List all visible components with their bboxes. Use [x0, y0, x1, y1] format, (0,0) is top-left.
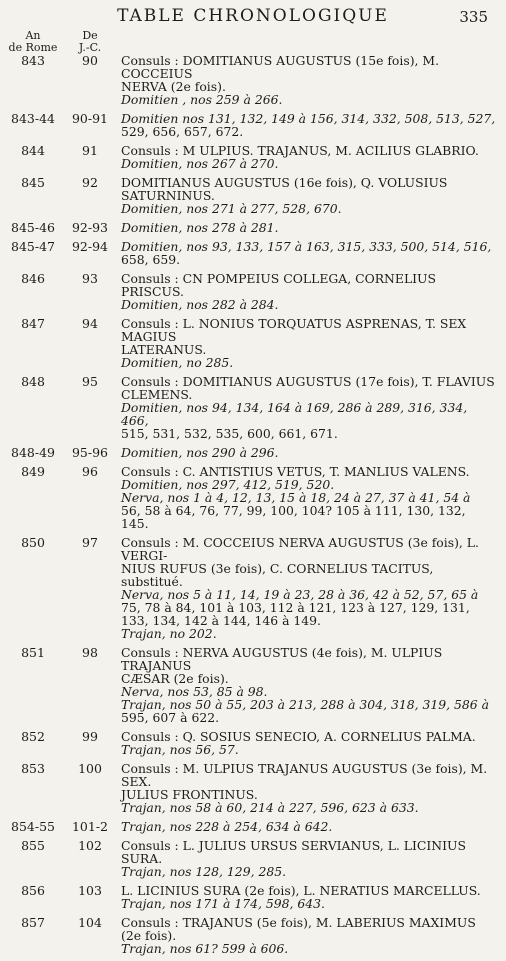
- entry-line: Domitien, nos 290 à 296.: [121, 445, 279, 460]
- year-rome: 852: [21, 729, 45, 744]
- entry-line: Consuls : NERVA AUGUSTUS (4e fois), M. ULPIUS TRAJANUS: [121, 645, 443, 673]
- entry-line: JULIUS FRONTINUS.: [121, 787, 258, 802]
- year-rome: 855: [21, 838, 45, 853]
- entry-line: CÆSAR (2e fois).: [121, 671, 229, 686]
- table-row: [0, 820, 506, 833]
- column-header-de-line: De: [82, 29, 98, 42]
- year-christ: 99: [82, 729, 98, 744]
- entry-text: [121, 536, 496, 640]
- entry-text: [121, 176, 496, 215]
- entry-line: L. LICINIUS SURA (2e fois), L. NERATIUS MARCELLUS.: [121, 883, 481, 898]
- year-christ: 97: [82, 535, 98, 550]
- year-christ: 95-96: [71, 445, 109, 460]
- entry-text: [121, 820, 496, 833]
- entry-line: Domitien, nos 282 à 284.: [121, 297, 279, 312]
- year-rome: 853: [21, 761, 45, 776]
- column-header-an-line: de Rome: [8, 41, 58, 54]
- entry-line: Trajan, nos 61? 599 à 606.: [121, 941, 289, 956]
- entry-line: Trajan, no 202.: [121, 626, 217, 641]
- entry-line: Trajan, nos 171 à 174, 598, 643.: [121, 896, 325, 911]
- entry-line: Trajan, nos 58 à 60, 214 à 227, 596, 623 à 633.: [121, 800, 419, 815]
- entry-text: [121, 221, 496, 234]
- year-rome: 850: [21, 535, 45, 550]
- entry-line: Domitien, no 285.: [121, 355, 234, 370]
- entry-text: [121, 272, 496, 311]
- table-row: [0, 240, 506, 266]
- page-title: TABLE CHRONOLOGIQUE: [117, 6, 389, 26]
- entry-line: Consuls : DOMITIANUS AUGUSTUS (15e fois), M. COCCEIUS: [121, 53, 440, 81]
- entry-line: LATERANUS.: [121, 342, 207, 357]
- entry-text: [121, 884, 496, 910]
- entry-line: NERVA (2e fois).: [121, 79, 226, 94]
- entry-line: Nerva, nos 1 à 4, 12, 13, 15 à 18, 24 à 27, 37 à 41, 54 à: [121, 490, 471, 505]
- table-row: [0, 54, 506, 106]
- table-row: [0, 317, 506, 369]
- entry-line: 515, 531, 532, 535, 600, 661, 671.: [121, 426, 338, 441]
- year-rome: 851: [21, 645, 45, 660]
- entry-line: 133, 134, 142 à 144, 146 à 149.: [121, 613, 321, 628]
- entry-line: 75, 78 à 84, 101 à 103, 112 à 121, 123 à 127, 129, 131,: [121, 600, 470, 615]
- entry-text: [121, 112, 496, 138]
- chronology-table: [0, 54, 506, 961]
- table-row: [0, 272, 506, 311]
- table-row: [0, 839, 506, 878]
- entry-line: Consuls : DOMITIANUS AUGUSTUS (17e fois), T. FLAVIUS: [121, 374, 495, 389]
- entry-line: Domitien, nos 297, 412, 519, 520.: [121, 477, 335, 492]
- year-christ: 95: [82, 374, 98, 389]
- entry-line: Nerva, nos 53, 85 à 98.: [121, 684, 268, 699]
- year-rome: 843: [21, 53, 45, 68]
- year-rome: 845-47: [11, 239, 55, 254]
- year-christ: 92-93: [71, 220, 109, 235]
- entry-line: 145.: [121, 516, 149, 531]
- table-row: [0, 375, 506, 440]
- entry-text: [121, 839, 496, 878]
- year-christ: 98: [82, 645, 98, 660]
- entry-text: [121, 54, 496, 106]
- entry-line: Consuls : M ULPIUS. TRAJANUS, M. ACILIUS GLABRIO.: [121, 143, 479, 158]
- year-christ: 90: [82, 53, 98, 68]
- entry-text: [121, 646, 496, 724]
- column-header-de-line: J.-C.: [78, 41, 102, 54]
- year-rome: 845-46: [11, 220, 55, 235]
- table-row: [0, 916, 506, 955]
- table-row: [0, 221, 506, 234]
- entry-line: 56, 58 à 64, 76, 77, 99, 100, 104? 105 à 111, 130, 132,: [121, 503, 466, 518]
- year-christ: 92-94: [71, 239, 109, 254]
- entry-text: [121, 446, 496, 459]
- year-christ: 91: [82, 143, 98, 158]
- entry-line: CLEMENS.: [121, 387, 193, 402]
- table-row: [0, 144, 506, 170]
- table-row: [0, 730, 506, 756]
- entry-line: Consuls : M. COCCEIUS NERVA AUGUSTUS (3e fois), L. VERGI-: [121, 535, 479, 563]
- year-christ: 96: [82, 464, 98, 479]
- table-row: [0, 646, 506, 724]
- year-christ: 94: [82, 316, 98, 331]
- year-rome: 857: [21, 915, 45, 930]
- entry-line: Consuls : Q. SOSIUS SENECIO, A. CORNELIUS PALMA.: [121, 729, 476, 744]
- year-christ: 104: [78, 915, 102, 930]
- entry-text: [121, 240, 496, 266]
- entry-text: [121, 465, 496, 530]
- year-christ: 90-91: [71, 111, 109, 126]
- entry-text: [121, 317, 496, 369]
- table-row: [0, 762, 506, 814]
- entry-line: Domitien, nos 271 à 277, 528, 670.: [121, 201, 342, 216]
- table-row: [0, 176, 506, 215]
- table-row: [0, 884, 506, 910]
- column-header-an: [4, 30, 62, 54]
- column-header-de: [70, 30, 110, 54]
- year-rome: 844: [21, 143, 45, 158]
- table-row: [0, 465, 506, 530]
- entry-line: Domitien nos 131, 132, 149 à 156, 314, 332, 508, 513, 527,: [121, 111, 496, 126]
- year-rome: 848-49: [11, 445, 55, 460]
- entry-line: Nerva, nos 5 à 11, 14, 19 à 23, 28 à 36, 42 à 52, 57, 65 à: [121, 587, 479, 602]
- year-rome: 854-55: [11, 819, 55, 834]
- year-rome: 845: [21, 175, 45, 190]
- entry-line: Consuls : M. ULPIUS TRAJANUS AUGUSTUS (3e fois), M. SEX.: [121, 761, 488, 789]
- entry-text: [121, 762, 496, 814]
- entry-line: Trajan, nos 228 à 254, 634 à 642.: [121, 819, 333, 834]
- year-rome: 847: [21, 316, 45, 331]
- entry-line: Consuls : TRAJANUS (5e fois), M. LABERIUS MAXIMUS (2e fois).: [121, 915, 476, 943]
- column-header-an-line: An: [25, 29, 41, 42]
- entry-text: [121, 916, 496, 955]
- entry-line: Domitien, nos 267 à 270.: [121, 156, 279, 171]
- entry-line: Domitien, nos 93, 133, 157 à 163, 315, 333, 500, 514, 516,: [121, 239, 492, 254]
- year-christ: 93: [82, 271, 98, 286]
- entry-line: Consuls : CN POMPEIUS COLLEGA, CORNELIUS PRISCUS.: [121, 271, 436, 299]
- entry-line: 529, 656, 657, 672.: [121, 124, 244, 139]
- entry-line: Domitien , nos 259 à 266.: [121, 92, 283, 107]
- year-christ: 101-2: [71, 819, 109, 834]
- entry-line: Trajan, nos 128, 129, 285.: [121, 864, 287, 879]
- entry-text: [121, 144, 496, 170]
- table-row: [0, 112, 506, 138]
- entry-line: Consuls : L. NONIUS TORQUATUS ASPRENAS, T. SEX MAGIUS: [121, 316, 467, 344]
- entry-line: Consuls : L. JULIUS URSUS SERVIANUS, L. LICINIUS SURA.: [121, 838, 466, 866]
- year-rome: 856: [21, 883, 45, 898]
- year-rome: 843-44: [11, 111, 55, 126]
- table-row: [0, 446, 506, 459]
- entry-line: NIUS RUFUS (3e fois), C. CORNELIUS TACITUS, substitué.: [121, 561, 434, 589]
- entry-line: DOMITIANUS AUGUSTUS (16e fois), Q. VOLUSIUS SATURNINUS.: [121, 175, 448, 203]
- table-row: [0, 536, 506, 640]
- entry-line: Trajan, nos 50 à 55, 203 à 213, 288 à 304, 318, 319, 586 à: [121, 697, 489, 712]
- year-christ: 92: [82, 175, 98, 190]
- year-rome: 849: [21, 464, 45, 479]
- page-number: 335: [459, 8, 488, 26]
- entry-line: 595, 607 à 622.: [121, 710, 220, 725]
- entry-line: 658, 659.: [121, 252, 181, 267]
- entry-text: [121, 730, 496, 756]
- entry-line: Trajan, nos 56, 57.: [121, 742, 239, 757]
- entry-line: Domitien, nos 94, 134, 164 à 169, 286 à 289, 316, 334, 466,: [121, 400, 468, 428]
- entry-text: [121, 375, 496, 440]
- year-christ: 102: [78, 838, 102, 853]
- year-christ: 103: [78, 883, 102, 898]
- year-rome: 846: [21, 271, 45, 286]
- entry-line: Domitien, nos 278 à 281.: [121, 220, 279, 235]
- year-rome: 848: [21, 374, 45, 389]
- year-christ: 100: [78, 761, 102, 776]
- entry-line: Consuls : C. ANTISTIUS VETUS, T. MANLIUS VALENS.: [121, 464, 470, 479]
